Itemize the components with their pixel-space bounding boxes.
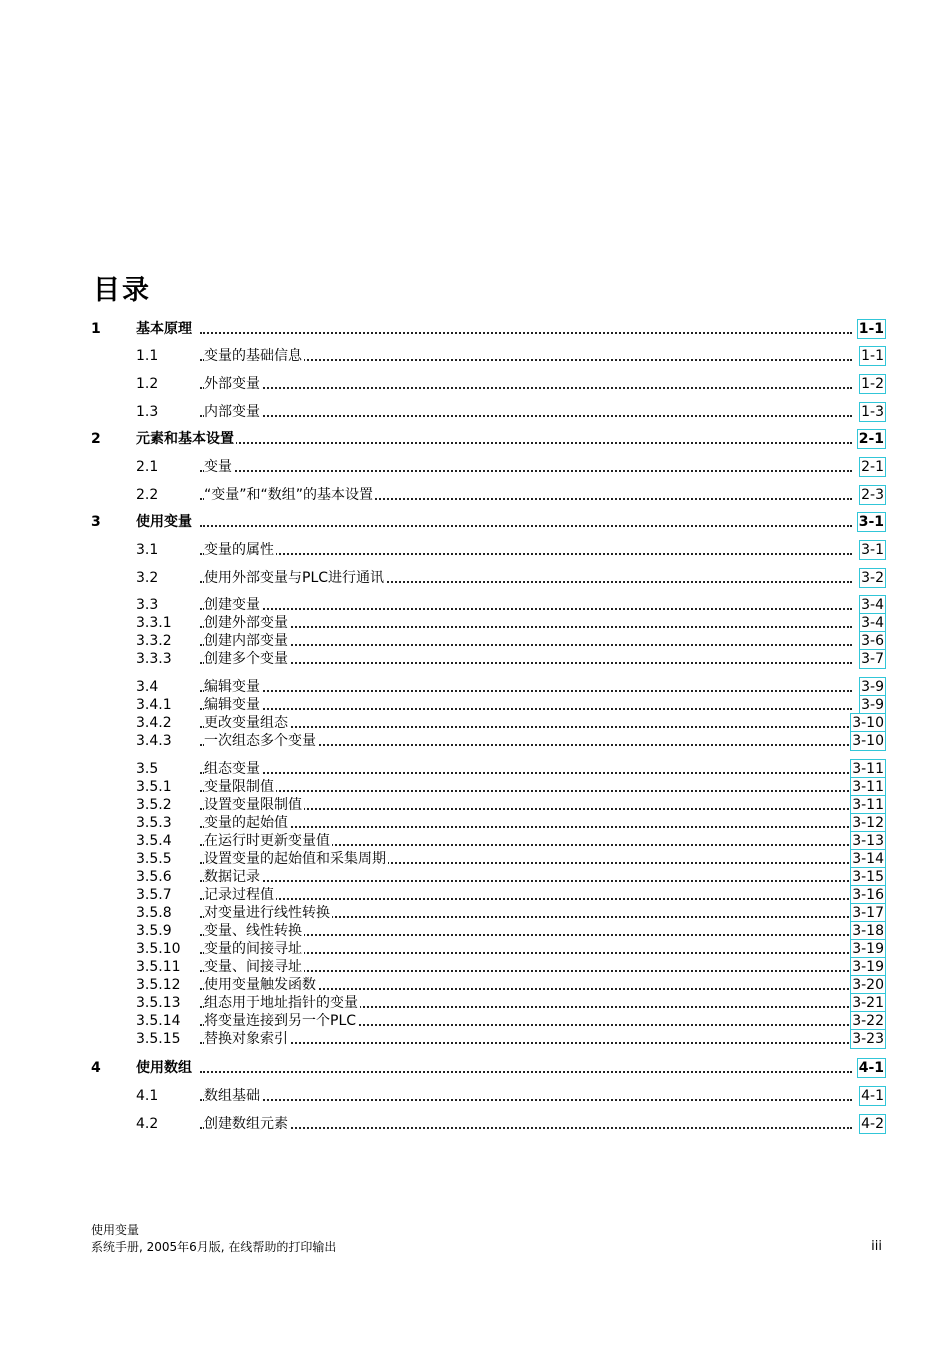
toc-entry[interactable] [0, 430, 950, 448]
toc-entry-title: 使用变量触发函数 [204, 977, 316, 993]
dot-leader [200, 608, 852, 610]
dot-leader [200, 387, 852, 389]
dot-leader [200, 1099, 852, 1101]
toc-page-link[interactable]: 3-9 [861, 697, 884, 713]
toc-entry-number: 4.1 [136, 1088, 159, 1104]
toc-entry-title: “变量”和“数组”的基本设置 [204, 487, 374, 503]
toc-page-link[interactable]: 3-9 [861, 679, 884, 695]
toc-entry-title: 替换对象索引 [204, 1031, 288, 1047]
toc-entry-number: 3.5.1 [136, 779, 172, 795]
toc-page-link[interactable]: 3-1 [858, 514, 884, 530]
toc-entry-number: 4 [91, 1060, 101, 1076]
dot-leader [200, 553, 852, 555]
toc-entry[interactable] [0, 486, 950, 504]
page-number: iii [871, 1239, 882, 1254]
toc-entry[interactable] [0, 632, 950, 650]
toc-entry[interactable] [0, 375, 950, 393]
toc-entry-title: 变量限制值 [204, 779, 274, 795]
toc-entry-number: 3.3 [136, 597, 159, 613]
dot-leader [200, 726, 852, 728]
dot-leader [200, 708, 852, 710]
dot-leader [200, 790, 852, 792]
toc-entry[interactable] [0, 760, 950, 778]
toc-entry-number: 3.5.11 [136, 959, 181, 975]
toc-entry-number: 4.2 [136, 1116, 159, 1132]
toc-page-link[interactable]: 1-1 [861, 348, 884, 364]
dot-leader [200, 880, 852, 882]
toc-entry-number: 1.3 [136, 404, 159, 420]
dot-leader [200, 525, 852, 527]
toc-entry-number: 3.5.5 [136, 851, 172, 867]
toc-entry-title: 变量的间接寻址 [204, 941, 302, 957]
toc-entry-number: 3.5.8 [136, 905, 172, 921]
toc-page-link[interactable]: 2-1 [858, 431, 884, 447]
toc-entry[interactable] [0, 403, 950, 421]
toc-entry-number: 3.5.6 [136, 869, 172, 885]
toc-entry[interactable] [0, 778, 950, 796]
toc-entry-title: 基本原理 [136, 321, 192, 337]
toc-page-link[interactable]: 3-18 [852, 923, 884, 939]
toc-page-link[interactable]: 4-1 [861, 1088, 884, 1104]
toc-entry[interactable] [0, 541, 950, 559]
toc-entry-number: 3.3.1 [136, 615, 172, 631]
toc-page-link[interactable]: 3-7 [861, 651, 884, 667]
toc-entry-number: 3.5.13 [136, 995, 181, 1011]
toc-page-link[interactable]: 3-4 [861, 597, 884, 613]
toc-entry[interactable] [0, 940, 950, 958]
toc-entry-number: 3.5.10 [136, 941, 181, 957]
toc-entry-number: 3.5.7 [136, 887, 172, 903]
dot-leader [200, 826, 852, 828]
footer-edition: 系统手册, 2005年6月版, 在线帮助的打印输出 [91, 1240, 337, 1254]
toc-entry-title: 创建多个变量 [204, 651, 288, 667]
toc-entry-number: 2.1 [136, 459, 159, 475]
toc-entry[interactable] [0, 614, 950, 632]
toc-entry-title: 数组基础 [204, 1088, 260, 1104]
toc-entry[interactable] [0, 458, 950, 476]
toc-entry-title: 组态用于地址指针的变量 [204, 995, 358, 1011]
toc-page-link[interactable]: 3-10 [852, 715, 884, 731]
toc-entry-title: 编辑变量 [204, 697, 260, 713]
dot-leader [200, 442, 852, 444]
toc-entry[interactable] [0, 904, 950, 922]
toc-entry-number: 3.5.3 [136, 815, 172, 831]
toc-entry[interactable] [0, 1012, 950, 1030]
toc-entry[interactable] [0, 696, 950, 714]
dot-leader [200, 415, 852, 417]
toc-entry-title: 元素和基本设置 [136, 431, 234, 447]
footer [91, 1222, 336, 1256]
toc-page-link[interactable]: 3-10 [852, 733, 884, 749]
toc-page-link[interactable]: 3-11 [852, 797, 884, 813]
toc-entry[interactable] [0, 994, 950, 1012]
dot-leader [200, 772, 852, 774]
toc-entry-number: 3.5 [136, 761, 159, 777]
toc-page-link[interactable]: 4-1 [858, 1060, 884, 1076]
toc-page-link[interactable]: 4-2 [861, 1116, 884, 1132]
toc-entry[interactable] [0, 1115, 950, 1133]
toc-entry-title: 创建内部变量 [204, 633, 288, 649]
dot-leader [200, 626, 852, 628]
toc-entry[interactable] [0, 513, 950, 531]
toc-entry[interactable] [0, 868, 950, 886]
toc-entry[interactable] [0, 1030, 950, 1048]
toc-page-link[interactable]: 3-20 [852, 977, 884, 993]
toc-entry-number: 3.3.3 [136, 651, 172, 667]
toc-page-link[interactable]: 3-19 [852, 959, 884, 975]
toc-entry-title: 变量、线性转换 [204, 923, 302, 939]
toc-entry-title: 创建外部变量 [204, 615, 288, 631]
toc-entry-number: 1.2 [136, 376, 159, 392]
page-title: 目录 [93, 275, 151, 306]
toc-page-link[interactable]: 3-11 [852, 761, 884, 777]
toc-entry-number: 3.5.15 [136, 1031, 181, 1047]
toc-entry[interactable] [0, 886, 950, 904]
toc-entry-number: 1.1 [136, 348, 159, 364]
dot-leader [200, 1042, 852, 1044]
toc-entry-title: 外部变量 [204, 376, 260, 392]
toc-entry-title: 变量、间接寻址 [204, 959, 302, 975]
toc-entry[interactable] [0, 596, 950, 614]
toc-page-link[interactable]: 3-6 [861, 633, 884, 649]
toc-entry-number: 3.1 [136, 542, 159, 558]
toc-page-link[interactable]: 1-1 [858, 321, 884, 337]
toc-page-link[interactable]: 1-3 [861, 404, 884, 420]
toc-entry[interactable] [0, 832, 950, 850]
toc-entry-number: 2.2 [136, 487, 159, 503]
toc-entry-number: 3.4.1 [136, 697, 172, 713]
toc-page-link[interactable]: 2-3 [861, 487, 884, 503]
toc-page-link[interactable]: 3-19 [852, 941, 884, 957]
toc-entry-title: 记录过程值 [204, 887, 274, 903]
toc-entry-title: 变量的基础信息 [204, 348, 302, 364]
toc-entry[interactable] [0, 796, 950, 814]
toc-entry-title: 使用数组 [136, 1060, 192, 1076]
dot-leader [200, 690, 852, 692]
toc-page-link[interactable]: 3-13 [852, 833, 884, 849]
toc-entry-title: 内部变量 [204, 404, 260, 420]
dot-leader [200, 470, 852, 472]
toc-entry-number: 3.3.2 [136, 633, 172, 649]
toc-page-link[interactable]: 3-1 [861, 542, 884, 558]
dot-leader [200, 332, 852, 334]
toc-entry[interactable] [0, 976, 950, 994]
toc-entry[interactable] [0, 714, 950, 732]
toc-entry-number: 3.5.4 [136, 833, 172, 849]
toc-entry[interactable] [0, 320, 950, 338]
toc-page-link[interactable]: 3-21 [852, 995, 884, 1011]
toc-entry-title: 编辑变量 [204, 679, 260, 695]
toc-entry[interactable] [0, 958, 950, 976]
toc-entry-title: 对变量进行线性转换 [204, 905, 330, 921]
dot-leader [200, 644, 852, 646]
toc-entry-title: 使用外部变量与PLC进行通讯 [204, 570, 385, 586]
dot-leader [200, 662, 852, 664]
toc-entry-number: 3.4.2 [136, 715, 172, 731]
toc-page-link[interactable]: 3-12 [852, 815, 884, 831]
toc-entry[interactable] [0, 732, 950, 750]
toc-entry-number: 3.2 [136, 570, 159, 586]
toc-entry[interactable] [0, 678, 950, 696]
toc-entry-title: 创建数组元素 [204, 1116, 288, 1132]
toc-entry-number: 3.4.3 [136, 733, 172, 749]
toc-entry-title: 在运行时更新变量值 [204, 833, 330, 849]
toc-entry-number: 3.5.9 [136, 923, 172, 939]
toc-page-link[interactable]: 2-1 [861, 459, 884, 475]
toc-page-link[interactable]: 3-4 [861, 615, 884, 631]
toc-entry-number: 2 [91, 431, 101, 447]
dot-leader [200, 1071, 852, 1073]
footer-manual-title: 使用变量 [91, 1223, 140, 1237]
toc-entry-title: 设置变量限制值 [204, 797, 302, 813]
toc-entry-title: 更改变量组态 [204, 715, 288, 731]
toc-entry[interactable] [0, 1059, 950, 1077]
toc-page-link[interactable]: 3-16 [852, 887, 884, 903]
toc-entry[interactable] [0, 569, 950, 587]
toc-entry-number: 3.5.14 [136, 1013, 181, 1029]
dot-leader [200, 898, 852, 900]
toc-entry-number: 3.5.12 [136, 977, 181, 993]
toc-page-link[interactable]: 3-22 [852, 1013, 884, 1029]
toc-entry-title: 设置变量的起始值和采集周期 [204, 851, 386, 867]
toc-entry[interactable] [0, 922, 950, 940]
toc-entry-title: 变量的起始值 [204, 815, 288, 831]
toc-entry-title: 创建变量 [204, 597, 260, 613]
toc-page-link[interactable]: 3-17 [852, 905, 884, 921]
toc-entry-title: 使用变量 [136, 514, 192, 530]
toc-entry[interactable] [0, 850, 950, 868]
toc-page-link[interactable]: 3-23 [852, 1031, 884, 1047]
toc-entry-title: 变量 [204, 459, 232, 475]
toc-entry[interactable] [0, 814, 950, 832]
toc-entry[interactable] [0, 347, 950, 365]
toc-entry-number: 3.5.2 [136, 797, 172, 813]
toc-entry[interactable] [0, 1087, 950, 1105]
toc-entry-title: 组态变量 [204, 761, 260, 777]
toc-page-link[interactable]: 3-15 [852, 869, 884, 885]
toc-entry-title: 一次组态多个变量 [204, 733, 316, 749]
dot-leader [200, 1127, 852, 1129]
toc-page-link[interactable]: 3-2 [861, 570, 884, 586]
toc-entry-number: 3 [91, 514, 101, 530]
toc-entry-title: 将变量连接到另一个PLC [204, 1013, 357, 1029]
toc-entry-number: 3.4 [136, 679, 159, 695]
toc-entry[interactable] [0, 650, 950, 668]
toc-entry-title: 数据记录 [204, 869, 260, 885]
toc-page-link[interactable]: 1-2 [861, 376, 884, 392]
toc-entry-number: 1 [91, 321, 101, 337]
toc-page-link[interactable]: 3-11 [852, 779, 884, 795]
toc-page-link[interactable]: 3-14 [852, 851, 884, 867]
toc-entry-title: 变量的属性 [204, 542, 274, 558]
